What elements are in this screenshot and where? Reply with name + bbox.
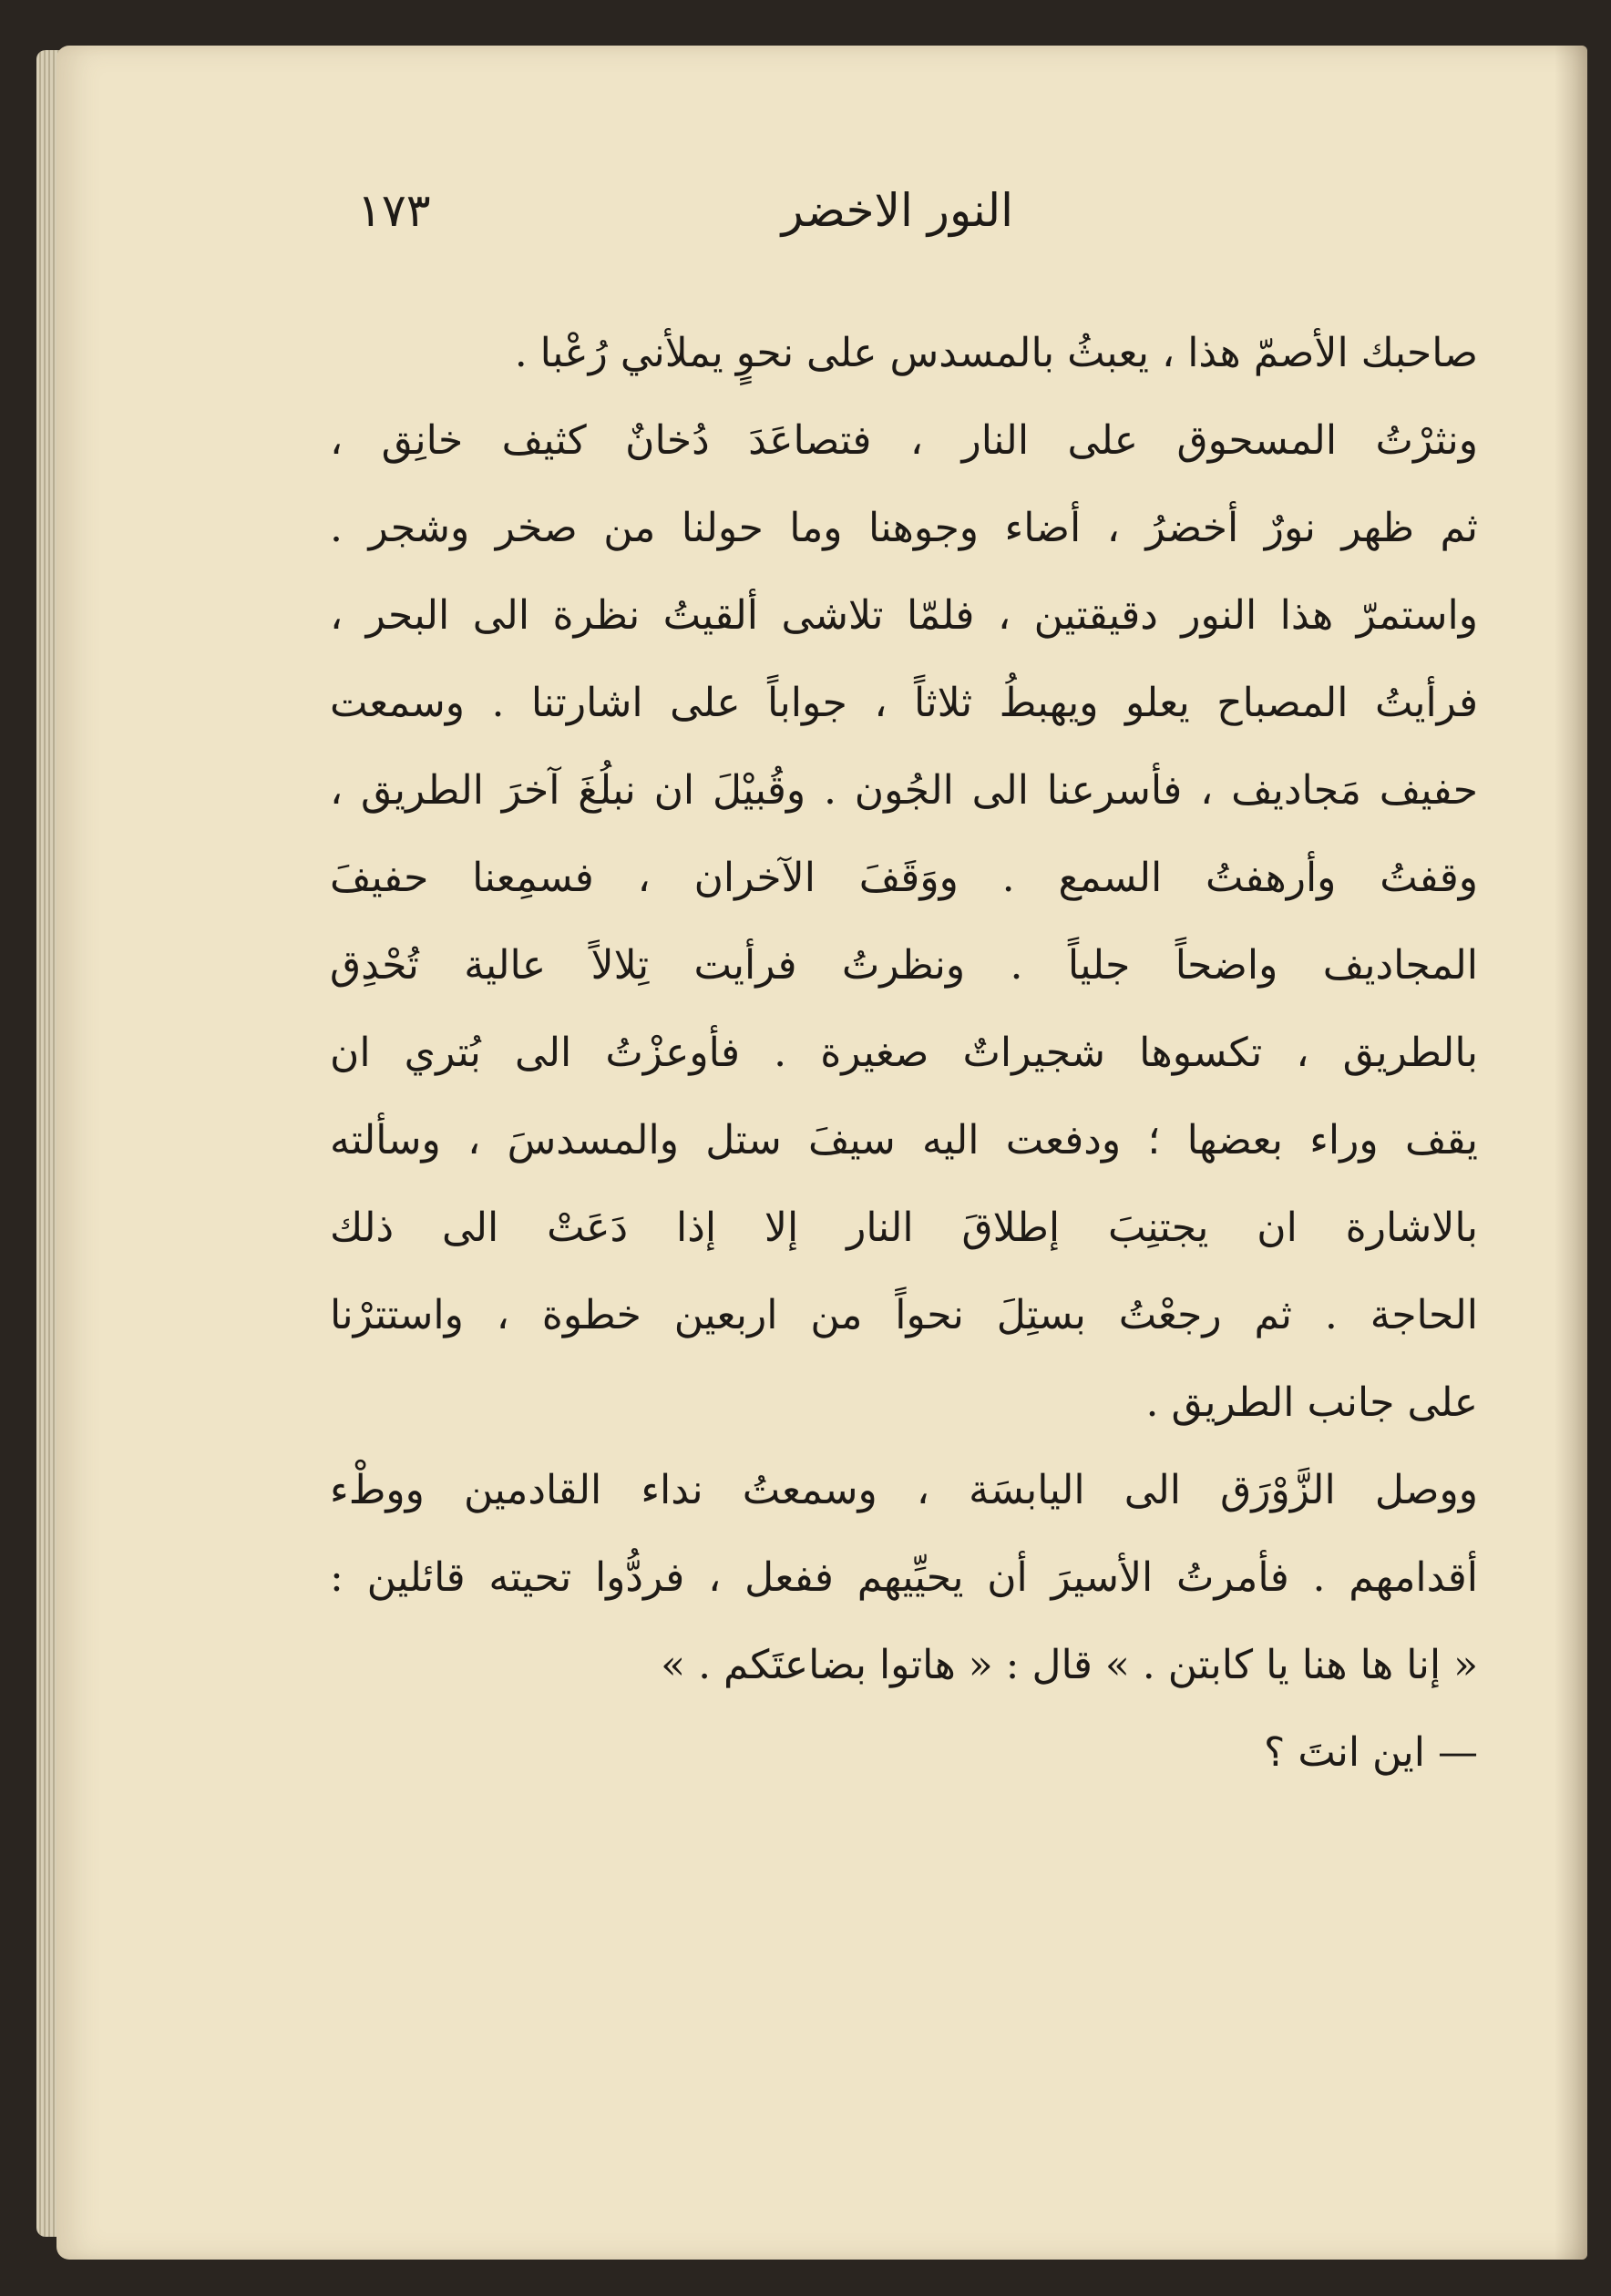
dialogue-line: — اين انتَ ؟ bbox=[1264, 1729, 1478, 1776]
text-line: فرأيتُ المصباح يعلو ويهبطُ ثلاثاً ، جواباً على اشارتنا . وسمعت bbox=[330, 680, 1478, 726]
running-title: النور الاخضر bbox=[781, 184, 1013, 237]
text-line: ونثرْتُ المسحوق على النار ، فتصاعَدَ دُخانٌ كثيف خانِق ، bbox=[330, 417, 1478, 464]
text-line: بالاشارة ان يجتنِبَ إطلاقَ النار إلا إذا دَعَتْ الى ذلك bbox=[330, 1204, 1478, 1251]
text-line: ووصل الزَّوْرَق الى اليابسَة ، وسمعتُ نداء القادمين ووطْء bbox=[330, 1467, 1478, 1513]
text-line: ثم ظهر نورٌ أخضرُ ، أضاء وجوهنا وما حولنا من صخر وشجر . bbox=[330, 505, 1478, 551]
text-line: صاحبك الأصمّ هذا ، يعبثُ بالمسدس على نحوٍ يملأني رُعْبا . bbox=[514, 330, 1478, 376]
text-line: الحاجة . ثم رجعْتُ بستِلَ نحواً من اربعين خطوة ، واستترْنا bbox=[330, 1292, 1478, 1338]
text-line: على جانب الطريق . bbox=[1145, 1379, 1478, 1426]
text-line: وقفتُ وأرهفتُ السمع . ووَقَفَ الآخران ، فسمِعنا حفيفَ bbox=[330, 855, 1478, 901]
text-line: واستمرّ هذا النور دقيقتين ، فلمّا تلاشى ألقيتُ نظرة الى البحر ، bbox=[330, 592, 1478, 639]
text-line: بالطريق ، تكسوها شجيراتٌ صغيرة . فأوعزْتُ الى بُتري ان bbox=[330, 1030, 1478, 1076]
text-line: أقدامهم . فأمرتُ الأسيرَ أن يحيِّيهم ففعل ، فردُّوا تحيته قائلين : bbox=[330, 1554, 1478, 1601]
body-text bbox=[330, 310, 1478, 1797]
text-line: حفيف مَجاديف ، فأسرعنا الى الجُون . وقُبيْلَ ان نبلُغَ آخرَ الطريق ، bbox=[330, 767, 1478, 814]
page-number: ١٧٣ bbox=[357, 184, 431, 237]
page-header bbox=[357, 184, 1442, 257]
page-spine-shadow bbox=[1555, 46, 1587, 2260]
book-page bbox=[56, 46, 1587, 2260]
quote-line: « إنا ها هنا يا كابتن . » قال : « هاتوا بضاعتَكم . » bbox=[661, 1642, 1478, 1688]
text-line: المجاديف واضحاً جلياً . ونظرتُ فرأيت تِلالاً عالية تُحْدِق bbox=[330, 942, 1478, 989]
text-line: يقف وراء بعضها ؛ ودفعت اليه سيفَ ستل والمسدسَ ، وسألته bbox=[330, 1117, 1478, 1163]
